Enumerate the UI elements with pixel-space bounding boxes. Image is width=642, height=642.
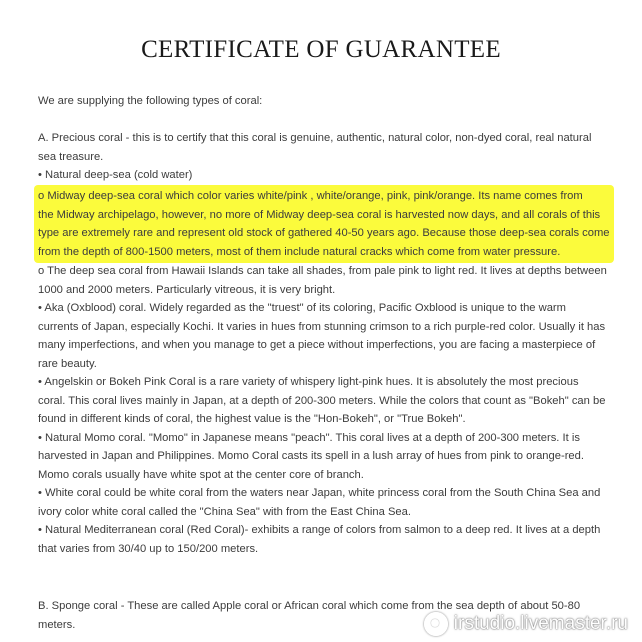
midway-line: o Midway deep-sea coral which color varies white/pink , white/orange, pink, pink/orange. Its name comes from xyxy=(38,190,583,202)
body-line: harvested in Japan and Philippines. Momo Coral casts its spell in a lush array of hues from pink to orange-red. xyxy=(38,450,584,462)
body-line: rare beauty. xyxy=(38,357,97,370)
intro-line: We are supplying the following types of coral: xyxy=(38,95,263,107)
section-a-line: sea treasure. xyxy=(38,150,104,163)
midway-line: type are extremely rare and represent old stock of gathered 40-50 years ago. Because those deep-sea corals come xyxy=(38,227,610,239)
body-line: o The deep sea coral from Hawaii Islands can take all shades, from pale pink to light red. It lives at depths between xyxy=(38,265,607,277)
body-line: • Angelskin or Bokeh Pink Coral is a rare variety of whispery light-pink hues. It is absolutely the most precious xyxy=(38,376,579,388)
page-title: CERTIFICATE OF GUARANTEE xyxy=(141,36,501,63)
body-line: currents of Japan, especially Kochi. It varies in hues from stunning crimson to a rich purple-red color. Usually it has xyxy=(38,320,606,333)
section-a-paragraph xyxy=(38,129,610,185)
section-a-line: A. Precious coral - this is to certify that this coral is genuine, authentic, natural color, non-dyed coral, real natural xyxy=(38,132,592,144)
body-line: found in different kinds of coral, the highest value is the "Hon-Bokeh", or "True Bokeh". xyxy=(38,413,466,425)
section-a-line: • Natural deep-sea (cold water) xyxy=(38,169,193,181)
body-line: • Natural Mediterranean coral (Red Coral)- exhibits a range of colors from salmon to a deep red. It lives at a depth xyxy=(38,524,601,536)
body-line: many imperfections, and when you manage to get a piece without imperfections, you are facing a masterpiece of xyxy=(38,339,596,351)
body-line: that varies from 30/40 up to 150/200 meters. xyxy=(38,542,259,555)
midway-paragraph xyxy=(38,187,610,261)
body-line: ivory color white coral called the "China Sea" with from the East China Sea. xyxy=(38,505,411,518)
body-line: • White coral could be white coral from the waters near Japan, white princess coral from the South China Sea and xyxy=(38,487,601,499)
watermark-text: irstudio.livemaster.ru xyxy=(453,613,628,634)
intro-paragraph xyxy=(38,92,610,111)
body-line: • Aka (Oxblood) coral. Widely regarded as the "truest" of its coloring, Pacific Oxblood is unique to the warm xyxy=(38,302,566,314)
section-b-line: B. Sponge coral - These are called Apple coral or African coral which come from the sea depth of about 50-80 xyxy=(38,600,581,612)
body-line: 1000 and 2000 meters. Particularly vitreous, it is very bright. xyxy=(38,283,336,296)
coral-types-paragraph xyxy=(38,262,610,558)
body-line: coral. This coral lives mainly in Japan, at a depth of 200-300 meters. While the colors that count as "Bokeh" can be xyxy=(38,394,606,407)
midway-line: the Midway archipelago, however, no more of Midway deep-sea coral is harvested now days, and all corals of this xyxy=(38,208,601,221)
midway-line: from the depth of 800-1500 meters, most of them include natural cracks which come from water pressure. xyxy=(38,245,561,258)
body-line: Momo corals usually have white spot at the center core of branch. xyxy=(38,468,364,481)
watermark xyxy=(424,612,628,636)
section-b-line: meters. xyxy=(38,618,76,631)
livemaster-logo-icon xyxy=(424,612,448,636)
body-line: • Natural Momo coral. "Momo" in Japanese means "peach". This coral lives at a depth of 200-300 meters. It is xyxy=(38,431,580,444)
